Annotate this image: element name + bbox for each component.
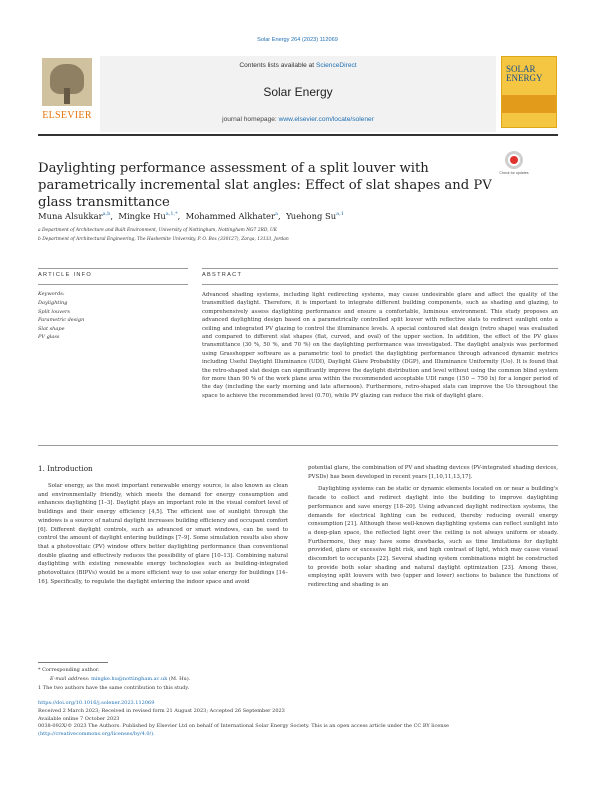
footnote-rule: [38, 662, 108, 663]
author-affil-mark[interactable]: a,b: [102, 211, 111, 218]
email-suffix: (M. Hu).: [167, 676, 191, 682]
abstract-rule-top: [202, 268, 558, 269]
journal-homepage: [100, 116, 496, 123]
homepage-prefix: journal homepage:: [222, 116, 279, 123]
homepage-link[interactable]: www.elsevier.com/locate/solener: [278, 116, 374, 123]
masthead-rule: [38, 134, 558, 136]
cover-title: SOLAR ENERGY: [506, 64, 543, 83]
intro-paragraph: potential glare, the combination of PV and shading devices (PV-integrated shading devices, PVSDs) has been developed in recent years [1,10,11,13,17].: [308, 465, 558, 480]
keyword: Daylighting: [38, 300, 68, 306]
author-affil-mark[interactable]: a: [275, 211, 278, 218]
keyword: PV glass: [38, 334, 60, 341]
journal-title: Solar Energy: [263, 85, 333, 99]
keyword: Parametric design: [38, 317, 85, 324]
journal-cover[interactable]: [501, 56, 557, 128]
intro-paragraph: Solar energy, as the most important renewable energy source, is also known as clean and environmentally friendly, which meets the demand for energy consumption and enhances daylighting [1–3]. Daylight plays an important role in the visual comfort level of buildings and their energy efficiency [4,5]. The efficient use of sunlight through the windows is a source of natural daylight increases building efficiency and occupant comfort [6]. Different daylight controls, such as advanced or smart windows, can be used to control the amount of daylight entering buildings [7–9]. Some simulation results also show that a photovoltaic (PV) window offers better daylighting performance than conventional double glazing and effectively reduces the possibility of glare [10–13]. Combining natural daylighting with existing renewable energy technologies such as building-integrated photovoltaics (BIPVs) would be a more efficient way to use solar energy for buildings [14–16]. Specifically, to regulate the daylight entering the indoor space and avoid: [38, 483, 288, 585]
info-rule-top: [38, 268, 188, 269]
keyword: Split louvers: [38, 308, 70, 315]
elsevier-tree-icon: [42, 58, 92, 106]
footnote-email: [50, 676, 350, 682]
intro-left-column: [38, 482, 288, 586]
license-text: 0038-092X/© 2023 The Authors. Published by Elsevier Ltd on behalf of International Solar Energy Society. This is an open access article under the CC BY license: [38, 723, 450, 730]
abstract-rule-mid: [202, 284, 558, 285]
affiliation-a: a Department of Architecture and Built Environment, University of Nottingham, Nottingham NG7 2RD, UK: [38, 228, 277, 233]
check-for-updates-badge[interactable]: [501, 151, 527, 181]
footnote-equal-contribution: 1 The two authors have the same contribution to this study.: [38, 685, 190, 691]
abstract-heading: ABSTRACT: [202, 272, 243, 278]
affiliation-b: b Department of Architectural Engineering, The Hashemite University, P. O. Box (330127), Zarqa, 13133, Jordan: [38, 237, 289, 242]
author-name: Muna Alsukkar: [38, 211, 103, 221]
author-name: Yuehong Su: [286, 211, 337, 221]
author-name: Mingke Hu: [118, 211, 166, 221]
author-affil-mark[interactable]: a,1: [336, 211, 344, 218]
check-updates-label: Check for updates: [499, 171, 529, 175]
cover-band: [502, 95, 556, 113]
email-label: E-mail address:: [50, 676, 92, 682]
info-rule-mid: [38, 284, 188, 285]
keyword: Slat shape: [38, 325, 65, 332]
contents-line: [100, 62, 496, 69]
email-link[interactable]: mingke.hu@nottingham.ac.uk: [91, 676, 168, 682]
keywords-list: [38, 299, 84, 342]
sciencedirect-link[interactable]: ScienceDirect: [315, 62, 357, 69]
abstract-rule-bottom: [38, 445, 558, 446]
article-info-heading: ARTICLE INFO: [38, 272, 93, 278]
update-icon: [505, 151, 523, 169]
doi-link[interactable]: https://doi.org/10.1016/j.solener.2023.112069: [38, 700, 155, 706]
intro-right-column: [308, 464, 558, 590]
publisher-logo: [38, 56, 96, 122]
publisher-name: ELSEVIER: [42, 110, 92, 121]
abstract-text: Advanced shading systems, including light redirecting systems, may cause undesirable glare and affect the quality of the transmitted daylight. Therefore, it is important to integrate different building components, such as shading and glazing, to comprehensively assess daylighting performance and ensure a comfortable, luminous environment. This study proposes an advanced daylighting design based on a parametrically controlled split louver with reflective slats to redirect sunlight onto a ceiling and integrated PV glazing to control the illuminance levels. A special contoured slat design (retro shape) was evaluated and compared to different slat shapes (flat, curved, and oval) of the upper section. In addition, the effect of the PV glass transmittance (30 %, 50 %, and 70 %) on the daylighting performance was investigated. The daylight analysis was performed using Grasshopper software as a parametric tool to predict the daylighting performance through advanced dynamic metrics including Useful Daylight Illuminance (UDI), Daylight Glare Probability (DGP), and Illuminance Uniformity (Uo). It is found that the retro-shaped slat design can significantly improve the daylight distribution and level without using the common blind system for more than 90 % of the work plane area within the recommended acceptable UDI range (150 − 750 lx) for a longer period of the day (including the early morning and late afternoon). Furthermore, retro-shaped slats can improve the Uo throughout the space to achieve the recommended level (0.70), while PV glazing can reduce the risk of daylight glare.: [202, 292, 558, 399]
author-name: Mohammed Alkhater: [185, 211, 276, 221]
license-link[interactable]: (http://creativecommons.org/licenses/by/4.0/).: [38, 731, 155, 738]
contents-prefix: Contents lists available at: [239, 62, 316, 69]
journal-reference[interactable]: Solar Energy 264 (2023) 112069: [257, 37, 338, 43]
intro-paragraph: Daylighting systems can be static or dynamic elements located on or near a building's facade to collect and redirect daylight into the building to improve daylighting performance and save energy [18–20]. Using advanced daylight redirection systems, the demands for electrical lighting can be reduced, thereby reducing overall energy consumption [21]. Although these well-known daylighting systems can reflect sunlight into a deep-plan space, the reflected light over the ceiling is not always uniform or steady. Furthermore, they may have some drawbacks, such as time limitations for daylight provided, glare or excessive light risk, and high contrast of light, which may cause visual discomfort to occupants [22]. Several shading system combinations might be constructed to provide both solar shading and natural daylight optimization [23]. Among these, employing split louvers with two (upper and lower) sections to balance the functions of redirecting and shading is an: [308, 486, 558, 589]
keywords-label: Keywords:: [38, 291, 65, 297]
author-list: Muna Alsukkar$^{a,b}$, Mingke $Hu^{a,1,*}$, Mohammed Alkhater$^a$, Yuehong Su$^{a,1}$: [38, 211, 344, 221]
article-footer: [38, 700, 558, 739]
article-title: Daylighting performance assessment of a split louver with parametrically incremental slat angles: Effect of slat shapes and PV glass transmittance: [38, 161, 492, 210]
available-online: Available online 7 October 2023: [38, 715, 120, 722]
footnote-corresponding: * Corresponding author.: [38, 667, 100, 673]
introduction-heading: 1. Introduction: [38, 464, 93, 473]
received-dates: Received 2 March 2023; Received in revised form 21 August 2023; Accepted 26 September 2023: [38, 707, 285, 714]
author-affil-mark[interactable]: a,1,*: [165, 211, 178, 218]
